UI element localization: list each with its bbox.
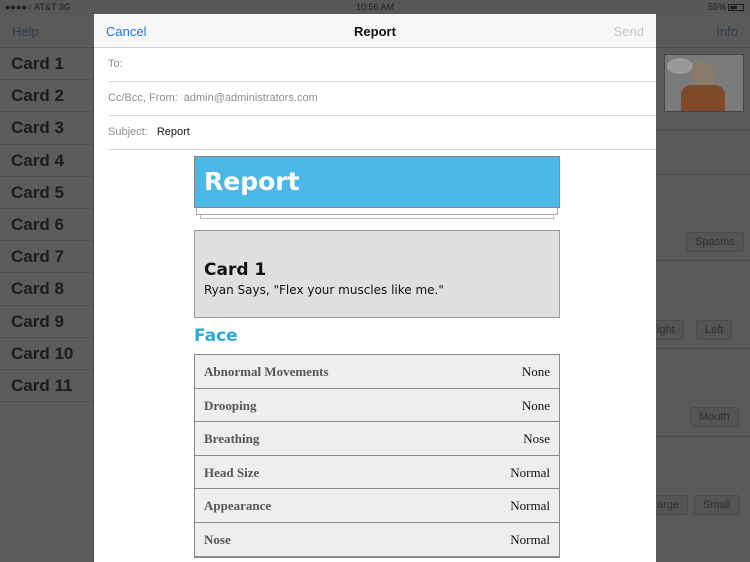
table-row [195,523,559,557]
subject-input[interactable]: Report [156,126,190,138]
divider [656,436,750,437]
mouth-button[interactable]: Mouth [690,407,739,427]
attribute-value: None [521,364,550,379]
from-address[interactable]: admin@administrators.com [183,92,318,104]
background-detail-pane [656,48,750,562]
card-list-item[interactable]: Card 7 [0,241,93,273]
attribute-value: Nose [523,431,550,447]
spasms-button[interactable]: Spasms [686,232,744,252]
compose-title: Report [354,24,396,39]
child-body-shape [681,85,725,112]
card-list-item[interactable]: Card 3 [0,112,93,144]
network-type: 3G [58,2,71,12]
card-list-item[interactable]: Card 11 [0,370,93,402]
attribute-name: Nose [204,531,231,547]
card-list-sidebar [0,48,94,562]
divider [656,348,750,349]
table-row [195,355,559,389]
help-button[interactable]: Help [12,24,39,39]
section-title: Face [194,326,238,346]
attribute-name: Breathing [204,431,260,447]
battery-status: 55% [708,2,744,12]
card-list-item[interactable]: Card 8 [0,273,93,305]
to-field[interactable] [108,48,656,82]
left-button[interactable]: Left [696,320,732,340]
card-list-item[interactable]: Card 10 [0,338,93,370]
card-list-item[interactable]: Card 2 [0,80,93,112]
small-button[interactable]: Small [694,495,740,515]
info-button[interactable]: Info [716,24,738,39]
attribute-value: Normal [510,464,550,480]
cc-bcc-from-label: Cc/Bcc, From: [108,92,178,104]
report-banner [194,156,560,208]
card-list-item[interactable]: Card 5 [0,177,93,209]
mail-compose-sheet [94,14,656,562]
divider [656,130,750,131]
table-row [195,389,559,423]
paper-edge [196,208,558,215]
card-list-item[interactable]: Card 4 [0,145,93,177]
subject-label: Subject: [108,126,148,138]
table-row [195,456,559,490]
large-button[interactable]: arge [648,495,688,515]
divider [656,260,750,261]
send-button[interactable]: Send [613,24,644,39]
attribute-name: Appearance [204,498,272,514]
attribute-table [194,354,560,558]
right-button[interactable]: ight [648,320,684,340]
status-bar [0,0,750,14]
cc-bcc-from-field[interactable] [108,82,656,116]
card-quote: Ryan Says, "Flex your muscles like me." [204,283,444,297]
subject-field[interactable] [108,116,656,150]
carrier-signal: ●●●●○ AT&T 3G [5,2,71,12]
card-list-item[interactable]: Card 1 [0,48,93,80]
speech-bubble-icon [667,58,693,74]
attribute-name: Head Size [204,464,260,480]
child-head-shape [691,61,715,87]
card-summary-box [194,230,560,318]
card-list-item[interactable]: Card 9 [0,306,93,338]
table-row [195,422,559,456]
status-time: 10:56 AM [355,2,395,12]
card-list-item[interactable]: Card 6 [0,209,93,241]
to-label: To: [108,58,123,70]
report-banner-title: Report [204,167,300,196]
card-photo [664,54,744,112]
table-row [195,489,559,523]
cancel-button[interactable]: Cancel [106,24,147,39]
attribute-value: None [521,397,550,413]
attribute-value: Normal [510,531,550,547]
card-name: Card 1 [204,260,267,280]
battery-icon [728,4,744,11]
attribute-name: Abnormal Movements [204,364,329,379]
attribute-name: Drooping [204,397,257,413]
compose-header [94,14,656,48]
divider [656,174,750,175]
attribute-value: Normal [510,498,550,514]
